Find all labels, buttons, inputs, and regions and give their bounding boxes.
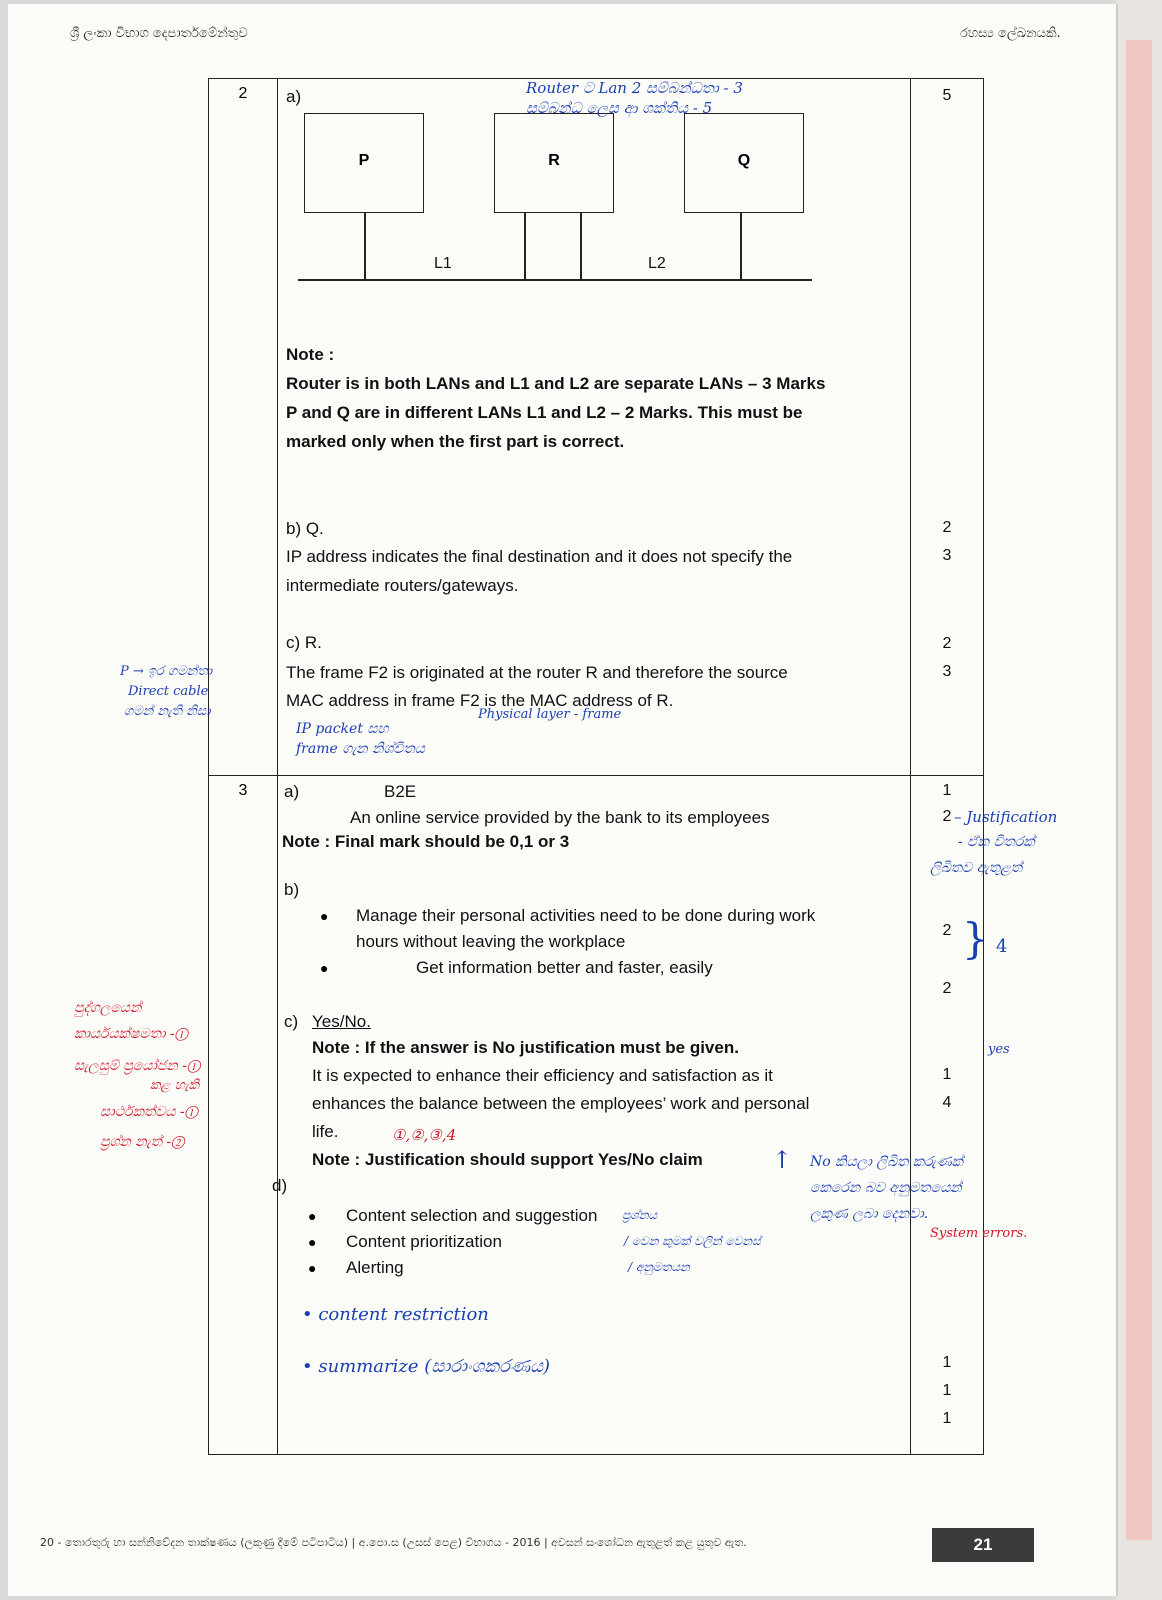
question-2-body <box>278 79 911 776</box>
part-b-line-2: intermediate routers/gateways. <box>286 576 519 595</box>
header-confidential: රහස්‍ය ලේඛනයකි. <box>960 26 1061 41</box>
mark-2a: 5 <box>942 87 952 104</box>
part-c-line-2: MAC address in frame F2 is the MAC address of R. <box>286 691 674 710</box>
handwritten-content-restriction: content restriction <box>318 1304 489 1325</box>
mark-3b-2: 2 <box>942 980 952 997</box>
bullet: ● <box>308 1234 317 1250</box>
handwritten-no-note-3: ලකුණ ලබා දෙනවා. <box>810 1206 929 1222</box>
note-line-1: Router is in both LANs and L1 and L2 are separate LANs – 3 Marks <box>286 374 826 393</box>
handwritten-summarize: summarize (සාරාංශකරණය) <box>318 1356 551 1377</box>
part-c-line-1: It is expected to enhance their efficiency and satisfaction as it <box>312 1066 773 1085</box>
question-3-marks <box>911 776 984 1455</box>
marking-table <box>208 78 984 1455</box>
part-d-item-2: Content prioritization <box>346 1232 502 1251</box>
part-a-description: An online service provided by the bank to its employees <box>350 808 770 827</box>
mark-3a-2: 2 <box>942 808 952 825</box>
handwritten-d-extra-1: • content restriction <box>302 1304 489 1325</box>
part-c-line-1: The frame F2 is originated at the router R and therefore the source <box>286 663 788 682</box>
part-d-item-3: Alerting <box>346 1258 404 1277</box>
handwritten-justification-3: ලිඛිතව ඇතුළත් <box>930 860 1023 876</box>
node-r-box <box>494 113 614 213</box>
bullet: ● <box>320 908 329 924</box>
header-department: ශ්‍රී ලංකා විභාග දෙපාර්තමේන්තුව <box>70 26 248 41</box>
handwritten-left-1: P → ඉර ගමන්තා <box>120 664 213 679</box>
bullet: ● <box>308 1208 317 1224</box>
handwritten-arrow-icon: ↑ <box>772 1146 793 1174</box>
mark-3c-1: 1 <box>942 1066 952 1083</box>
node-p-box <box>304 113 424 213</box>
handwritten-d-note-1: ප්‍රශ්නය <box>622 1208 658 1222</box>
page-edge <box>1116 0 1162 1600</box>
part-b-item-1-cont: hours without leaving the workplace <box>356 932 626 951</box>
bullet: ● <box>320 960 329 976</box>
handwritten-red-marks: ①,②,③,4 <box>392 1126 457 1144</box>
handwritten-red-4: කළ හැකි <box>150 1078 200 1093</box>
mark-3d-1: 1 <box>942 1354 952 1371</box>
part-b-item-2: Get information better and faster, easily <box>416 958 713 977</box>
part-d-label: d) <box>272 1176 288 1195</box>
handwritten-d-extra-2: • summarize (සාරාංශකරණය) <box>302 1356 551 1377</box>
note-line-3: marked only when the first part is correct. <box>286 432 625 451</box>
part-a-label: a) <box>286 87 302 106</box>
link-r-l1 <box>524 213 526 279</box>
part-a-label: a) <box>284 782 300 801</box>
mark-2b-1: 2 <box>942 519 952 536</box>
handwritten-brace-mark: 4 <box>996 936 1008 957</box>
link-p <box>364 213 366 279</box>
mark-2c-2: 3 <box>942 663 952 680</box>
mark-3c-2: 4 <box>942 1094 952 1111</box>
node-p-label: P <box>358 152 370 169</box>
question-3-row <box>209 776 984 1455</box>
handwritten-physical-layer: Physical layer - frame <box>478 707 622 722</box>
link-q <box>740 213 742 279</box>
question-2-row <box>209 79 984 776</box>
part-c-line-2: enhances the balance between the employees’ work and personal <box>312 1094 810 1113</box>
handwritten-note-top-1: Router ට Lan 2 සම්බන්ධතා - 3 <box>526 79 743 97</box>
handwritten-no-note-1: No කියලා ලිඛිත කරුණක් <box>810 1154 963 1170</box>
handwritten-note-top-2: සම්බන්ධ ලෙස ආ ශක්තිය - 5 <box>526 99 713 117</box>
note-label: Note : <box>286 345 335 364</box>
part-a-note: Note : Final mark should be 0,1 or 3 <box>282 832 570 851</box>
handwritten-red-2: කාර්යයක්ෂමතා -① <box>74 1026 188 1042</box>
handwritten-red-6: ප්‍රශ්න නැත් -② <box>100 1134 185 1150</box>
part-c-label: c) R. <box>286 633 322 652</box>
part-c-answer: Yes/No. <box>312 1012 371 1031</box>
handwritten-justification-1: – Justification <box>954 808 1058 826</box>
handwritten-frame-note: frame ගැන නිශ්චිතය <box>296 741 425 757</box>
lan-l2-label: L2 <box>648 255 666 272</box>
mark-3d-2: 1 <box>942 1382 952 1399</box>
handwritten-system-errors: System errors. <box>930 1226 1028 1241</box>
handwritten-justification-2: - ඒක විතරක් <box>958 834 1035 850</box>
bullet: ● <box>308 1260 317 1276</box>
part-a-answer: B2E <box>384 782 417 801</box>
mark-2b-2: 3 <box>942 547 952 564</box>
lan-bus-line <box>298 279 812 281</box>
handwritten-yes: yes <box>988 1042 1010 1057</box>
note-line-2: P and Q are in different LANs L1 and L2 – 2 Marks. This must be <box>286 403 803 422</box>
part-d-item-1: Content selection and suggestion <box>346 1206 598 1225</box>
part-c-note-1: Note : If the answer is No justification must be given. <box>312 1038 739 1057</box>
question-3-body <box>272 776 911 1455</box>
handwritten-left-3: ගමන් නැති නිසා <box>124 704 211 719</box>
footer-text: 20 - තොරතුරු හා සන්නිවේදන තාක්ෂණය (ලකුණු දීමේ පටිපාටිය) | අ.පො.ස (උසස් පෙළ) විභාගය - 2016 | අවසන් සංශෝධන ඇතුළත් කළ යුතුව ඇත. <box>40 1536 747 1549</box>
handwritten-d-note-2: / වෙන කුමක් වලින් වෙනස් <box>624 1234 761 1248</box>
page-edge-tint <box>1126 40 1152 1540</box>
part-c-label: c) <box>284 1012 299 1031</box>
question-number: 2 <box>209 79 278 776</box>
question-number: 3 <box>209 776 278 1455</box>
handwritten-no-note-2: කෙරෙන බව අනුමතයෙන් <box>810 1180 962 1196</box>
part-c-line-3: life. <box>312 1122 339 1141</box>
handwritten-brace: } <box>962 914 989 963</box>
part-b-label: b) Q. <box>286 519 324 538</box>
mark-3a-1: 1 <box>942 782 952 799</box>
question-2-marks <box>911 79 984 776</box>
handwritten-red-3: සැලසුම් ප්‍රයෝජන -① <box>74 1058 201 1074</box>
handwritten-red-5: සාර්ථකත්වය -① <box>100 1104 198 1120</box>
part-c-note-2: Note : Justification should support Yes/No claim <box>312 1150 703 1169</box>
handwritten-red-1: පුද්ගලයෙන් <box>74 1000 142 1016</box>
node-q-label: Q <box>737 152 751 169</box>
mark-3d-3: 1 <box>942 1410 952 1427</box>
mark-2c-1: 2 <box>942 635 952 652</box>
node-r-label: R <box>548 152 560 169</box>
mark-3b-1: 2 <box>942 922 952 939</box>
part-b-label: b) <box>284 880 300 899</box>
page-number: 21 <box>932 1528 1034 1562</box>
handwritten-ip-packet: IP packet සහ <box>296 721 389 737</box>
handwritten-left-2: Direct cable <box>128 684 209 699</box>
link-r-l2 <box>580 213 582 279</box>
part-b-line-1: IP address indicates the final destination and it does not specify the <box>286 547 793 566</box>
handwritten-d-note-3: / අනුමතයන <box>628 1260 690 1274</box>
part-b-item-1: Manage their personal activities need to be done during work <box>356 906 816 925</box>
lan-l1-label: L1 <box>434 255 452 272</box>
node-q-box <box>684 113 804 213</box>
